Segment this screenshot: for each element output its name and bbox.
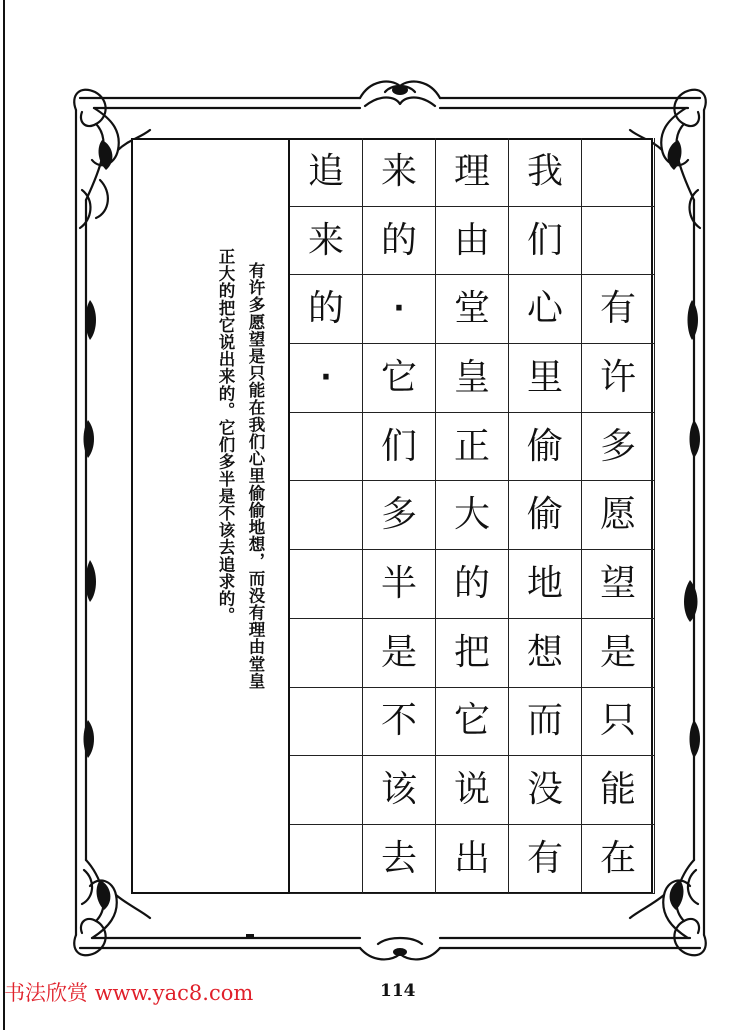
grid-cell: 能 xyxy=(582,756,655,825)
grid-cell: 半 xyxy=(363,550,436,619)
grid-cell: 望 xyxy=(582,550,655,619)
grid-cell xyxy=(290,825,363,894)
grid-cell: 大 xyxy=(436,481,509,550)
grid-cell: 堂 xyxy=(436,275,509,344)
grid-cell xyxy=(290,619,363,688)
grid-cell: 正 xyxy=(436,413,509,482)
grid-cell: 说 xyxy=(436,756,509,825)
grid-cell: 想 xyxy=(509,619,582,688)
grid-cell: 的 xyxy=(290,275,363,344)
grid-cell: 该 xyxy=(363,756,436,825)
grid-cell: 它 xyxy=(436,688,509,757)
grid-cell: · xyxy=(290,344,363,413)
grid-cell xyxy=(290,550,363,619)
grid-cell: 我 xyxy=(509,138,582,207)
grid-cell: 没 xyxy=(509,756,582,825)
grid-cell: 里 xyxy=(509,344,582,413)
grid-cell: 多 xyxy=(582,413,655,482)
grid-cell: 的 xyxy=(436,550,509,619)
grid-cell xyxy=(582,138,655,207)
grid-cell: 来 xyxy=(363,138,436,207)
grid-cell: 由 xyxy=(436,207,509,276)
grid-cell xyxy=(582,207,655,276)
grid-cell: 不 xyxy=(363,688,436,757)
grid-cell: 理 xyxy=(436,138,509,207)
site-watermark[interactable]: 书法欣赏 www.yac8.com xyxy=(4,981,254,1005)
grid-cell xyxy=(290,481,363,550)
grid-cell: 而 xyxy=(509,688,582,757)
grid-cell: 的 xyxy=(363,207,436,276)
grid-cell: 是 xyxy=(582,619,655,688)
grid-cell: 皇 xyxy=(436,344,509,413)
grid-cell: 它 xyxy=(363,344,436,413)
grid-cell: 有 xyxy=(582,275,655,344)
page-number: 114 xyxy=(380,981,416,1001)
grid-cell: 把 xyxy=(436,619,509,688)
grid-cell: 出 xyxy=(436,825,509,894)
grid-cell: 们 xyxy=(509,207,582,276)
grid-cell: 们 xyxy=(363,413,436,482)
grid-cell: 偷 xyxy=(509,481,582,550)
grid-cell: 是 xyxy=(363,619,436,688)
grid-cell: 来 xyxy=(290,207,363,276)
caption-line-2: 正大的把它说出来的。它们多半是不该去追求的。 xyxy=(216,248,235,625)
grid-cell: 地 xyxy=(509,550,582,619)
grid-cell: 愿 xyxy=(582,481,655,550)
grid-cell: 去 xyxy=(363,825,436,894)
grid-cell: 在 xyxy=(582,825,655,894)
grid-cell: 多 xyxy=(363,481,436,550)
grid-cell: 心 xyxy=(509,275,582,344)
grid-cell: · xyxy=(363,275,436,344)
grid-cell: 只 xyxy=(582,688,655,757)
grid-cell: 许 xyxy=(582,344,655,413)
grid-cell: 偷 xyxy=(509,413,582,482)
grid-cell xyxy=(290,413,363,482)
grid-cell xyxy=(290,756,363,825)
grid-cell: 追 xyxy=(290,138,363,207)
grid-cell: 有 xyxy=(509,825,582,894)
calligraphy-grid xyxy=(288,138,653,894)
grid-cell xyxy=(290,688,363,757)
caption-line-1: 有许多愿望是只能在我们心里偷偷地想，而没有理由堂皇 xyxy=(246,262,265,690)
